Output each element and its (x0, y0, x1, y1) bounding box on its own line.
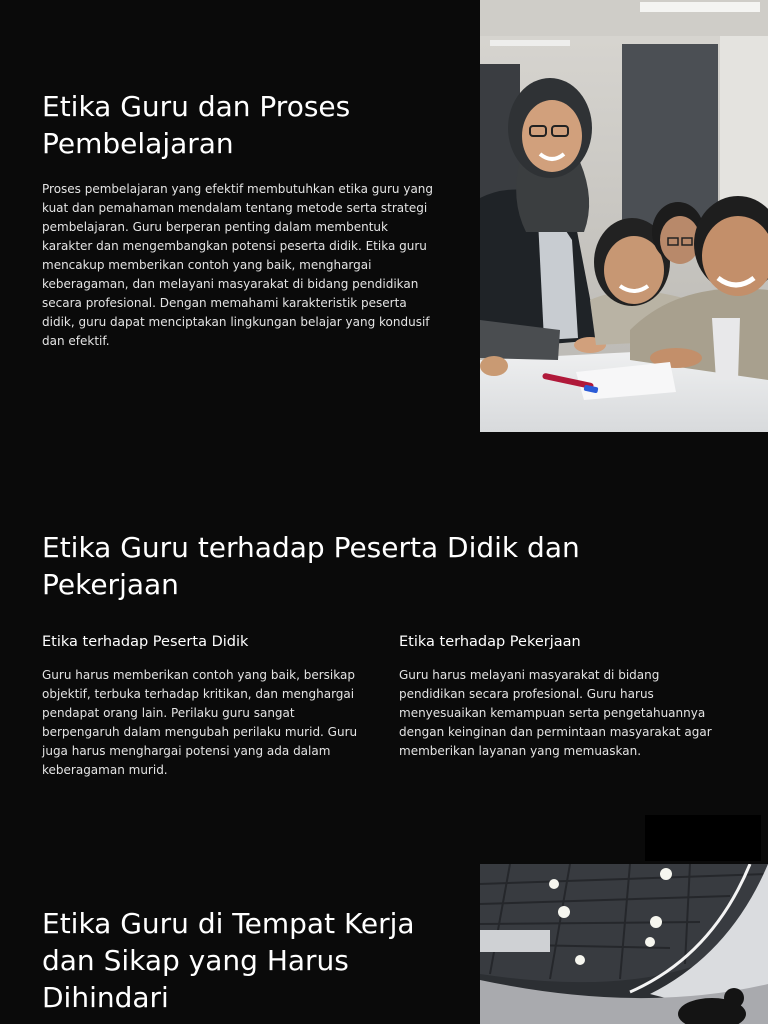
column-text: Guru harus melayani masyarakat di bidang pendidikan secara profesional. Guru harus menyesuaikan kemampuan serta pengetahuannya dengan keinginan dan permintaan masyarakat agar memberikan layanan yang memuaskan. (399, 668, 712, 758)
section-title-peserta-didik-pekerjaan: Etika Guru terhadap Peserta Didik dan Pekerjaan (42, 531, 580, 601)
column-heading: Etika terhadap Peserta Didik (42, 634, 249, 650)
section-paragraph: Proses pembelajaran yang efektif membutuhkan etika guru yang kuat dan pemahaman mendalam tentang metode serta strategi pembelajaran. Guru berperan penting dalam membentuk karakter dan mengembangkan potensi peserta didik. Etika guru mencakup memberikan contoh yang baik, menghargai keberagaman, dan melayani masyarakat di bidang pendidikan secara profesional. Dengan memahami karakteristik peserta didik, guru dapat menciptakan lingkungan belajar yang kondusif dan efektif. (42, 182, 434, 348)
office-ceiling-photo (480, 864, 768, 1024)
dark-block (645, 815, 761, 861)
teacher-students-photo (480, 0, 768, 432)
column-heading: Etika terhadap Pekerjaan (399, 634, 581, 650)
column-pekerjaan (399, 632, 729, 761)
section-title-tempat-kerja: Etika Guru di Tempat Kerja dan Sikap yang Harus Dihindari (42, 907, 415, 1014)
column-text: Guru harus memberikan contoh yang baik, bersikap objektif, terbuka terhadap kritikan, dan menghargai pendapat orang lain. Perilaku guru sangat berpengaruh dalam mengubah perilaku murid. Guru juga harus menghargai potensi yang ada dalam keberagaman murid. (42, 668, 358, 777)
column-peserta-didik (42, 632, 372, 780)
section-title-etika-guru-proses: Etika Guru dan Proses Pembelajaran (42, 90, 351, 160)
